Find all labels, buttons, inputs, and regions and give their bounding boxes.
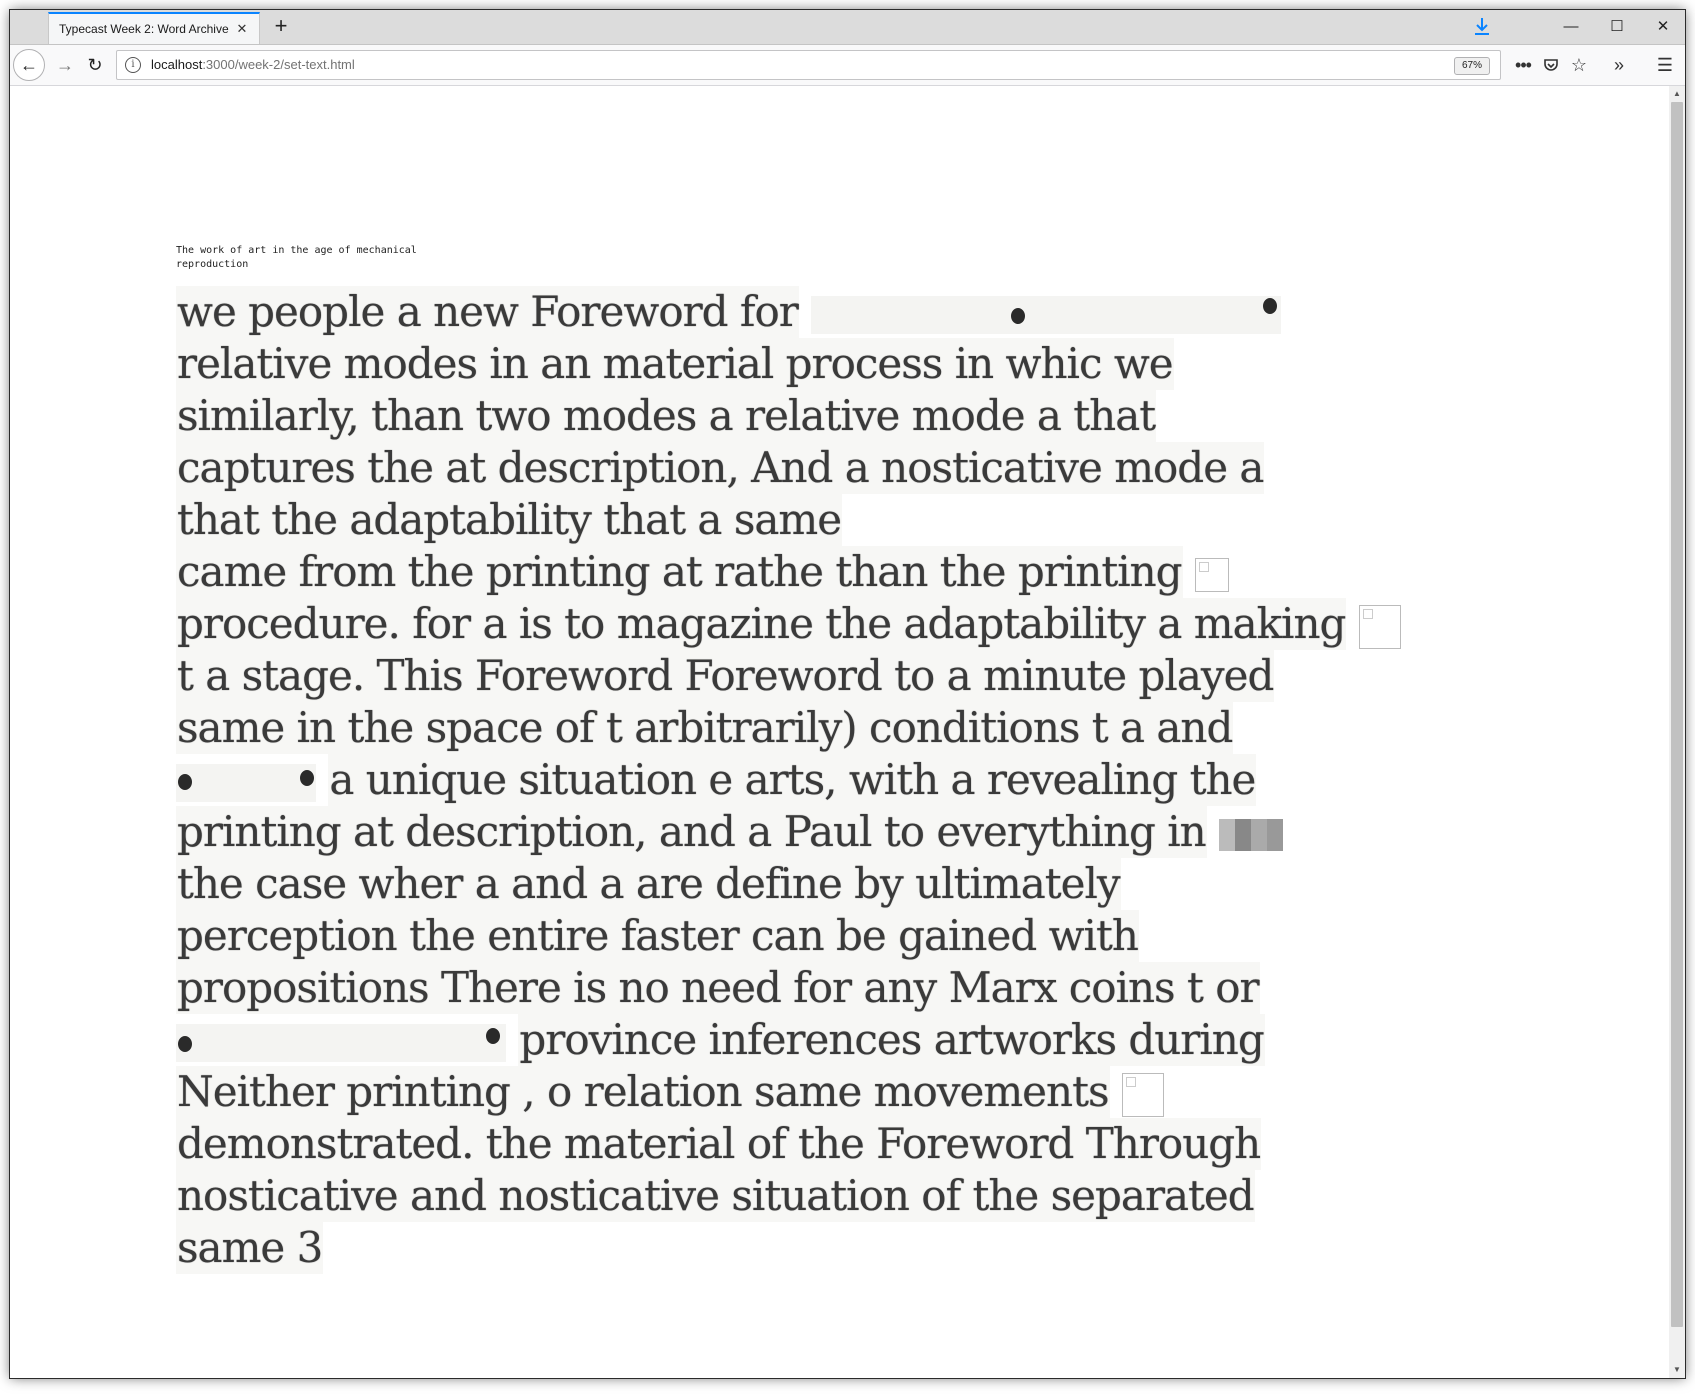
plus-icon[interactable]: + [274,13,288,38]
download-icon[interactable] [1472,16,1492,38]
back-icon[interactable]: ← [13,49,45,81]
more-icon[interactable]: ••• [1515,55,1531,75]
text-line [176,1066,1496,1118]
ink-blot-image [176,764,316,802]
collage-text [176,286,1496,1274]
pixelated-image [1219,819,1283,851]
word: same in the space of t arbitrarily) conditions t a and [177,703,1233,752]
text-line [176,546,1496,598]
word: demonstrated. the material of the Foreword Through [177,1119,1261,1168]
text-line [176,338,1496,390]
word: the case wher a and a are define by ultimately [177,859,1120,908]
text-line [176,442,1496,494]
page-subtitle: The work of art in the age of mechanical reproduction [176,245,417,270]
maximize-icon[interactable]: ☐ [1610,18,1624,35]
word: perception the entire faster can be gained with [177,911,1138,960]
reload-icon[interactable]: ↻ [87,55,103,75]
broken-image-icon [1122,1073,1164,1117]
scrollbar-thumb[interactable] [1671,102,1683,1327]
window-close-icon[interactable]: ✕ [1656,18,1670,35]
menu-icon[interactable]: ☰ [1656,55,1674,75]
overflow-icon[interactable]: » [1613,55,1624,75]
word: a unique situation e arts, with a revealing the [329,755,1256,804]
word: similarly, than two modes a relative mode a that [177,391,1156,440]
vertical-scrollbar[interactable] [1669,86,1685,1378]
text-line [176,910,1496,962]
zoom-indicator[interactable]: 67% [1454,57,1490,75]
word: we people a new Foreword for [177,287,798,336]
text-line [176,390,1496,442]
text-line [176,806,1496,858]
tab-active[interactable] [48,12,260,44]
star-icon[interactable]: ☆ [1570,55,1588,75]
word: Neither printing , o relation same movements [177,1067,1109,1116]
broken-image-icon [1359,605,1401,649]
page-content [10,86,1669,1378]
word: same 3 [177,1223,323,1272]
word: captures the at description, And a nosticative mode a [177,443,1264,492]
text-line [176,286,1496,338]
close-icon[interactable]: ✕ [236,21,248,36]
url-path: :3000/week-2/set-text.html [202,57,355,72]
word: procedure. for a is to magazine the adaptability a making [177,599,1346,648]
text-line [176,858,1496,910]
url-bar[interactable] [116,50,1501,80]
url-host: localhost [151,57,203,72]
ink-blot-image [176,1024,506,1062]
word: nosticative and nosticative situation of the separated [177,1171,1254,1220]
pocket-icon[interactable] [1538,51,1564,79]
ink-blot-image [811,296,1281,334]
browser-window [10,10,1685,1378]
broken-image-icon [1195,558,1229,592]
forward-icon[interactable]: → [56,55,74,75]
text-line [176,650,1496,702]
tab-title: Typecast Week 2: Word Archive [59,22,229,36]
text-line [176,494,1496,546]
minimize-icon[interactable]: — [1563,18,1579,35]
word: propositions There is no need for any Marx coins t or [177,963,1259,1012]
text-line [176,962,1496,1014]
text-line [176,702,1496,754]
text-line [176,1118,1496,1170]
info-icon[interactable]: i [125,57,141,73]
word: printing at description, and a Paul to everything in [177,807,1206,856]
text-line [176,754,1496,806]
nav-bar [10,45,1685,86]
word: came from the printing at rathe than the printing [177,547,1182,596]
text-line [176,1014,1496,1066]
text-line [176,1222,1496,1274]
word: relative modes in an material process in whic we [177,339,1173,388]
text-line [176,1170,1496,1222]
word: province inferences artworks during [519,1015,1264,1064]
word: t a stage. This Foreword Foreword to a minute played [177,651,1274,700]
text-line [176,598,1496,650]
url-text[interactable] [151,57,355,72]
word: that the adaptability that a same [177,495,842,544]
scroll-down-icon[interactable]: ▼ [1673,1365,1681,1374]
tab-strip [10,10,1685,45]
scroll-up-icon[interactable]: ▲ [1673,89,1681,98]
